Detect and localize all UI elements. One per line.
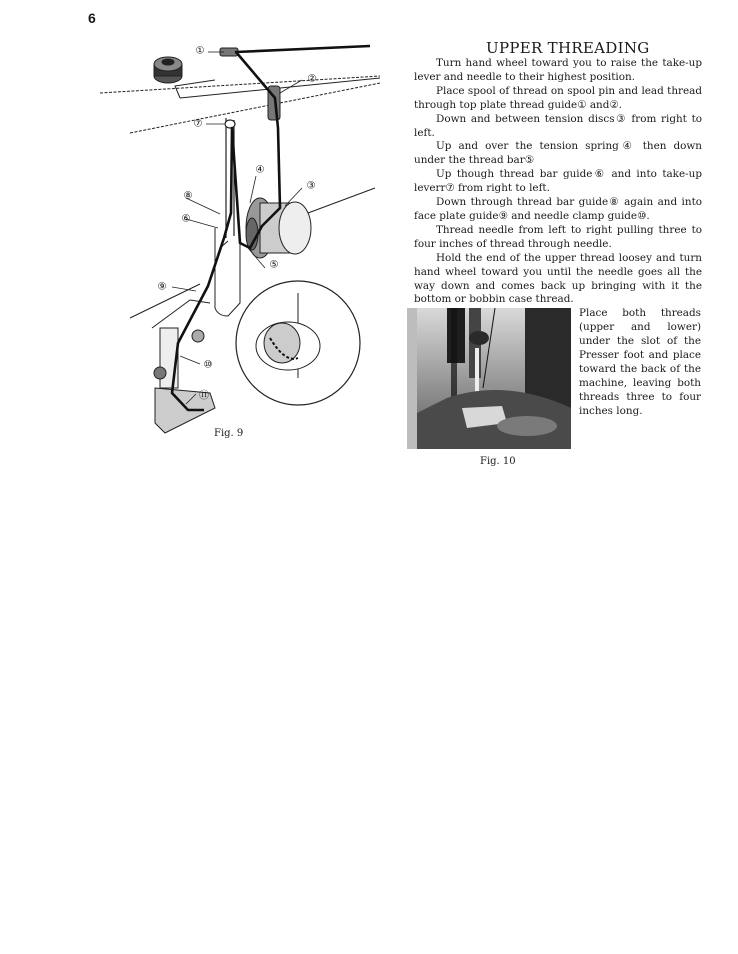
- callout-9: ⑨: [157, 281, 167, 293]
- machine-arm-outline: [100, 73, 380, 328]
- figure-10-caption: Fig. 10: [480, 456, 516, 467]
- detail-inset: [236, 281, 360, 405]
- paragraph-2: Place spool of thread on spool pin and lead thread through top plate thread guide① and②.: [414, 84, 702, 111]
- threading-diagram: [100, 38, 390, 448]
- instructions-body: [414, 57, 702, 307]
- paragraph-7: Thread needle from left to right pulling three to four inches of thread through needle.: [414, 223, 702, 250]
- paragraph-5: Up though thread bar guide⑥ and into take-up leverr⑦ from right to left.: [414, 168, 702, 195]
- callout-8: ⑧: [183, 190, 193, 202]
- callout-2: ②: [307, 73, 317, 85]
- presser-foot-photo: [407, 308, 571, 449]
- page-number: 6: [88, 10, 96, 26]
- callout-3: ③: [306, 180, 316, 192]
- callout-11: ⑪: [199, 390, 209, 402]
- spool-pin: [154, 57, 182, 83]
- callout-4: ④: [255, 164, 265, 176]
- paragraph-4: Up and over the tension spring④ then down under the thread bar⑤: [414, 140, 702, 167]
- callout-1: ①: [195, 45, 205, 57]
- paragraph-6: Down through thread bar guide⑧ again and into face plate guide⑨ and needle clamp guide⑩.: [414, 196, 702, 222]
- paragraph-3: Down and between tension discs③ from right to left.: [414, 112, 702, 139]
- callout-7: ⑦: [193, 118, 203, 130]
- section-title: UPPER THREADING: [486, 39, 650, 57]
- paragraph-1: Turn hand wheel toward you to raise the take-up lever and needle to their highest position.: [414, 57, 702, 83]
- side-paragraph: Place both threads (upper and lower) under the slot of the Presser foot and place toward the back of the machine, leaving both threads three to four inches long.: [579, 307, 701, 417]
- callout-10: ⑩: [203, 359, 213, 371]
- figure-9-caption: Fig. 9: [214, 428, 244, 439]
- callout-5: ⑤: [269, 259, 279, 271]
- needle-and-foot: [154, 328, 215, 433]
- tension-assembly: [246, 198, 311, 258]
- callout-6: ⑥: [181, 213, 191, 225]
- paragraph-8: Hold the end of the upper thread loosey and turn hand wheel toward you until the needle goes all the way down and comes back up bringing with it the bottom or bobbin case thread.: [414, 251, 702, 306]
- side-instructions: [579, 306, 701, 418]
